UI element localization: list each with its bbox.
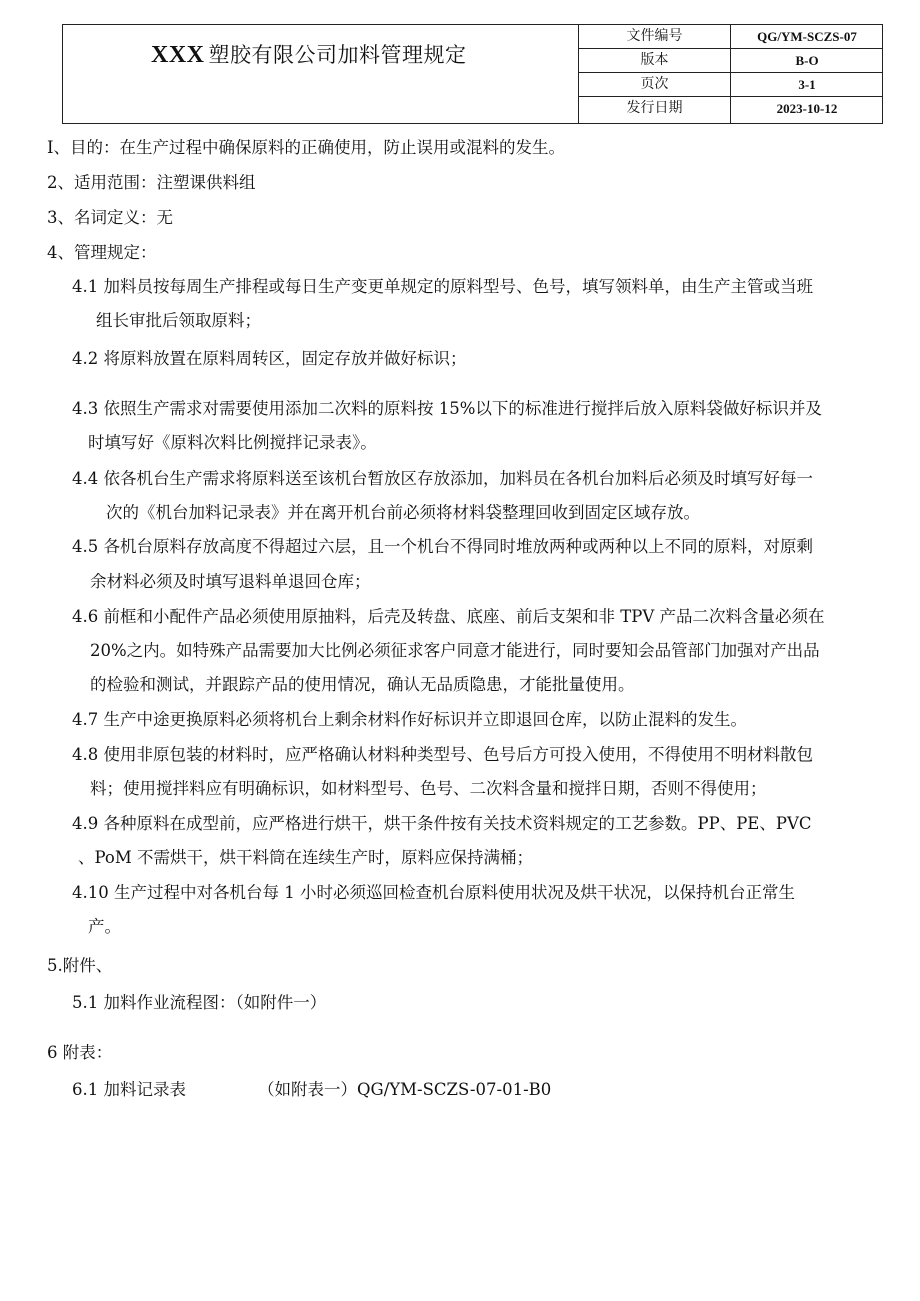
rule-4-7: 4.7 生产中途更换原料必须将机台上剩余材料作好标识并立即退回仓库，以防止混料的发生。 — [72, 710, 747, 729]
section-attachments: 5.附件、 — [47, 956, 113, 975]
rule-4-9-line1: 4.9 各种原料在成型前，应严格进行烘干，烘干条件按有关技术资料规定的工艺参数。PP、PE、PVC — [72, 814, 812, 833]
rule-4-5-line1: 4.5 各机台原料存放高度不得超过六层，且一个机台不得同时堆放两种或两种以上不同的原料，对原剩 — [72, 537, 813, 556]
meta-row-page — [579, 73, 883, 97]
document-title — [151, 39, 467, 69]
meta-row-version — [579, 49, 883, 73]
attachment-5-1: 5.1 加料作业流程图：（如附件一） — [72, 993, 327, 1012]
document-header — [62, 24, 883, 124]
meta-value: 3-1 — [798, 77, 816, 92]
section-appendix-tables: 6 附表： — [47, 1043, 113, 1062]
rule-4-10-line1: 4.10 生产过程中对各机台每 1 小时必须巡回检查机台原料使用状况及烘干状况，以保持机台正常生 — [72, 883, 795, 902]
meta-key: 文件编号 — [579, 25, 731, 48]
rule-4-6-line2: 20%之内。如特殊产品需要加大比例必须征求客户同意才能进行，同时要知会品管部门加强对产出品 — [90, 641, 820, 660]
company-name: XXX — [151, 42, 205, 68]
rule-4-6-line3: 的检验和测试，并跟踪产品的使用情况，确认无品质隐患，才能批量使用。 — [90, 675, 635, 694]
meta-row-issue-date — [579, 97, 883, 123]
title-text: 塑胶有限公司加料管理规定 — [208, 43, 467, 67]
section-scope: 2、适用范围：注塑课供料组 — [47, 173, 256, 192]
meta-key: 发行日期 — [579, 97, 731, 123]
section-definitions: 3、名词定义：无 — [47, 208, 173, 227]
rule-4-8-line2: 料；使用搅拌料应有明确标识，如材料型号、色号、二次料含量和搅拌日期，否则不得使用； — [90, 779, 767, 798]
meta-key: 页次 — [579, 73, 731, 96]
rule-4-4-line1: 4.4 依各机台生产需求将原料送至该机台暂放区存放添加，加料员在各机台加料后必须及时填写好每一 — [72, 469, 813, 488]
appendix-6-1-reference: （如附表一）QG/YM-SCZS-07-01-B0 — [258, 1080, 552, 1099]
rule-4-5-line2: 余材料必须及时填写退料单退回仓库； — [90, 572, 371, 591]
section-rules: 4、管理规定： — [47, 243, 157, 262]
rule-4-2: 4.2 将原料放置在原料周转区，固定存放并做好标识； — [72, 349, 467, 368]
rule-4-4-line2: 次的《机台加料记录表》并在离开机台前必须将材料袋整理回收到固定区域存放。 — [106, 503, 700, 522]
rule-4-9-line2: 、PoM 不需烘干，烘干料筒在连续生产时，原料应保持满桶； — [78, 848, 534, 867]
appendix-6-1-label: 6.1 加料记录表 — [72, 1080, 186, 1099]
meta-table — [579, 25, 883, 123]
meta-key: 版本 — [579, 49, 731, 72]
title-cell — [63, 25, 579, 123]
rule-4-1-line1: 4.1 加料员按每周生产排程或每日生产变更单规定的原料型号、色号，填写领料单，由生产主管或当班 — [72, 277, 813, 296]
rule-4-3-line2: 时填写好《原料次料比例搅拌记录表》。 — [88, 433, 377, 452]
rule-4-6-line1: 4.6 前框和小配件产品必须使用原抽料，后壳及转盘、底座、前后支架和非 TPV 产品二次料含量必须在 — [72, 607, 825, 626]
meta-value: B-O — [795, 53, 819, 68]
rule-4-10-line2: 产。 — [88, 917, 121, 936]
section-purpose: I、目的：在生产过程中确保原料的正确使用，防止误用或混料的发生。 — [47, 138, 566, 157]
meta-value: QG/YM-SCZS-07 — [757, 29, 857, 44]
meta-value: 2023-10-12 — [776, 101, 838, 116]
rule-4-1-line2: 组长审批后领取原料； — [96, 311, 261, 330]
rule-4-3-line1: 4.3 依照生产需求对需要使用添加二次料的原料按 15%以下的标准进行搅拌后放入原料袋做好标识并及 — [72, 399, 822, 418]
meta-row-doc-number — [579, 25, 883, 49]
rule-4-8-line1: 4.8 使用非原包装的材料时，应严格确认材料种类型号、色号后方可投入使用，不得使用不明材料散包 — [72, 745, 813, 764]
